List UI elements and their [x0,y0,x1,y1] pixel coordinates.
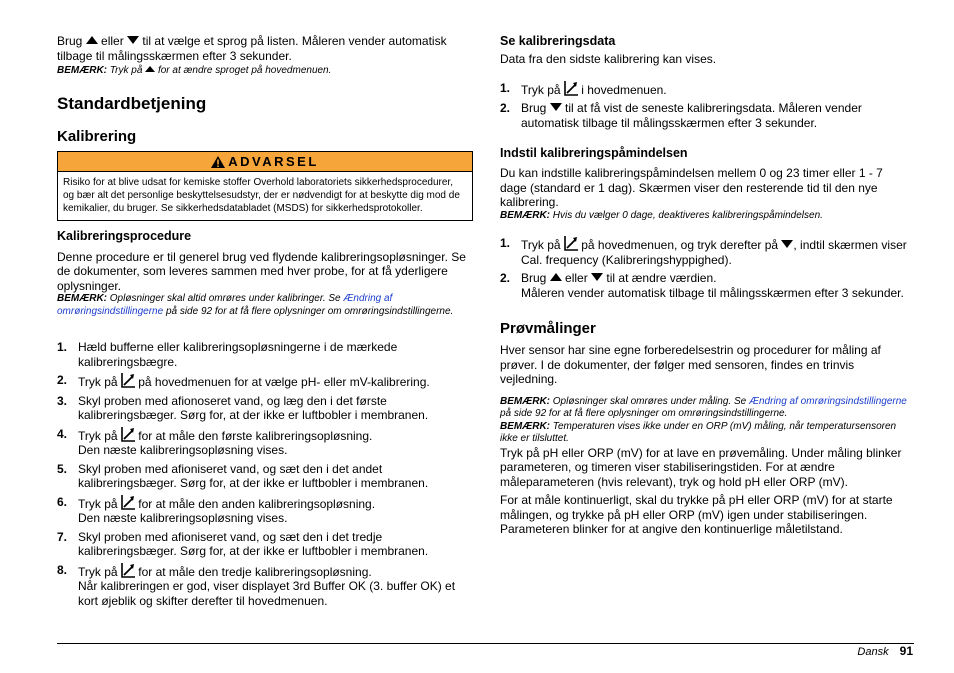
sample-note-stirring: BEMÆRK: Opløsninger skal omrøres under måling. Se Ændring af omrøringsindstillingerne på side 92 for at få flere oplysninger om omrøringsindstillingerne. [500,395,907,419]
reminder-note: BEMÆRK: Hvis du vælger 0 dage, deaktiveres kalibreringspåmindelsen. [500,209,823,221]
list-item: 4. Tryk på for at måle den første kalibreringsopløsning. Den næste kalibreringsopløsning vises. [57,426,373,457]
reminder-steps [500,236,912,300]
footer-divider [57,643,914,644]
language-note: BEMÆRK: Tryk på for at ændre sproget på hovedmenuen. [57,65,332,76]
up-arrow-icon [145,66,155,72]
down-arrow-icon [591,273,603,281]
procedure-heading: Kalibreringsprocedure [57,228,192,243]
list-item: 2. Tryk på på hovedmenuen for at vælge pH- eller mV-kalibrering. [57,373,430,389]
list-item: 2. Brug til at få vist de seneste kalibreringsdata. Måleren vender automatisk tilbage til målingsskærmen efter 3 sekunder. [500,101,862,130]
calibrate-icon [564,236,578,251]
view-calibration-intro: Data fra den sidste kalibrering kan vises. [500,52,717,66]
list-item: 1. Tryk på på hovedmenuen, og tryk derefter på , indtil skærmen viser Cal. frequency (Kalibreringshyppighed). [500,236,907,267]
calibration-steps [57,340,473,608]
down-arrow-icon [781,240,793,248]
left-column [57,34,473,608]
right-column [500,34,912,537]
list-item: 2. Brug eller til at ændre værdien. Måleren vender automatisk tilbage til målingsskærmen efter 3 sekunder. [500,271,904,300]
warning-text: Risiko for at blive udsat for kemiske stoffer Overhold laboratoriets sikkerhedsprocedurer, og bær alt det personlige beskyttelsesudstyr, der er nødvendigt for at beskytte dig mod de kemikalier, du bruger. Se sikkerhedsdatabladet (MSDS) for sikkerhedsprotokoller. [63,176,460,214]
sample-heading: Prøvmålinger [500,320,596,337]
stirring-settings-link[interactable]: Ændring af omrøringsindstillingerne [748,395,907,407]
list-item: 6. Tryk på for at måle den anden kalibreringsopløsning. Den næste kalibreringsopløsning vises. [57,494,376,525]
sample-paragraph-2: For at måle kontinuerligt, skal du trykke på pH eller ORP (mV) for at starte målingen, og trykke på pH eller ORP (mV) igen under stabiliseringen. Parameteren blinker for at angive den kontinuerlige måletilstand. [500,493,893,536]
calibrate-icon [121,563,135,578]
list-item: 1. Hæld bufferne eller kalibreringsopløsningerne i de mærkede kalibreringsbægre. [57,340,398,369]
calibrate-icon [121,495,135,510]
stirring-settings-link[interactable]: Ændring af omrøringsindstillingerne [57,293,393,317]
list-item: 3. Skyl proben med afionoseret vand, og læg den i det første kalibreringsbæger. Sørg for, at der ikke er luftbobler i membranen. [57,393,429,422]
calibrate-icon [121,373,135,388]
up-arrow-icon [86,36,98,44]
calibration-heading: Kalibrering [57,127,137,145]
reminder-intro: Du kan indstille kalibreringspåmindelsen mellem 0 og 23 timer eller 1 - 7 dage (standard er 1 dag). Skærmen viser den resterende tid til den nye kalibrering. [500,166,883,209]
sample-paragraph-1: Tryk på pH eller ORP (mV) for at lave en prøvemåling. Under måling blinker parameteren, og timeren viser stabiliseringstiden. For at ændre måleparameteren (hvis relevant), tryk og hold pH eller ORP (mV). [500,445,902,489]
down-arrow-icon [127,36,139,44]
list-item: 5. Skyl proben med afioniseret vand, og sæt den i det andet kalibreringsbæger. Sørg for, at der ikke er luftbobler i membranen. [57,461,429,490]
section-title: Standardbetjening [57,93,207,113]
page-footer [857,644,913,659]
warning-box [57,151,473,221]
procedure-note: BEMÆRK: Opløsninger skal altid omrøres under kalibringer. Se Ændring af omrøringsindstillingerne på side 92 for at få flere oplysninger om omrøringsindstillingerne. [57,293,454,317]
view-calibration-heading: Se kalibreringsdata [500,34,616,48]
calibrate-icon [121,427,135,442]
list-item: 8. Tryk på for at måle den tredje kalibreringsopløsning. Når kalibreringen er god, viser displayet 3rd Buffer OK (3. buffer OK) et kort øjeblik og skifter derefter til hovedmenuen. [57,562,456,608]
list-item: 7. Skyl proben med afioniseret vand, og sæt den i det tredje kalibreringsbæger. Sørg for, at der ikke er luftbobler i membranen. [57,529,429,558]
warning-header: ADVARSEL [58,152,472,172]
page-number: 91 [899,644,913,658]
footer-language: Dansk [857,646,889,658]
list-item: 1. Tryk på i hovedmenuen. [500,80,667,97]
sample-note-temperature: BEMÆRK: Temperaturen vises ikke under en ORP (mV) måling, når temperatursensoren ikke er tilsluttet. [500,420,897,444]
procedure-intro: Denne procedure er til generel brug ved flydende kalibreringsopløsninger. Se de dokumenter, som leveres sammen med hver probe, for at få yderligere oplysninger. [57,249,466,293]
view-calibration-steps [500,81,912,131]
calibrate-icon [564,81,578,96]
sample-intro: Hver sensor har sine egne forberedelsestrin og procedurer for måling af prøver. I de dokumenter, der følger med sensoren, findes en trinvis vejledning. [500,343,881,386]
language-instructions: Brug eller til at vælge et sprog på listen. Måleren vender automatisk tilbage til målingsskærmen efter 3 sekunder. [57,34,447,63]
reminder-heading: Indstil kalibreringspåmindelsen [500,146,688,160]
up-arrow-icon [550,273,562,281]
warning-icon [211,156,225,168]
down-arrow-icon [550,103,562,111]
